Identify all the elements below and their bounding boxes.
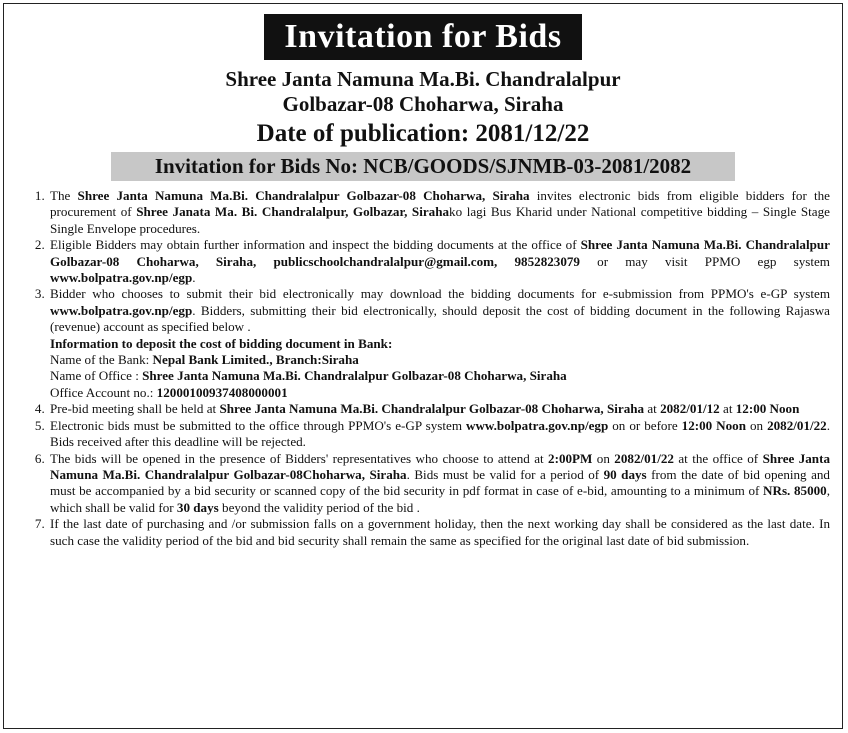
bid-clauses-list [4, 188, 842, 549]
account-number-value: 12000100937408000001 [156, 384, 288, 400]
bank-name-value: Nepal Bank Limited., Branch:Siraha [152, 352, 359, 368]
clause-4: 4. Pre-bid meeting shall be held at Shree Janta Namuna Ma.Bi. Chandralalpur Golbazar-08 Choharwa, Siraha at 2082/01/12 at 12:00 Noon [48, 401, 830, 417]
bid-number: Invitation for Bids No: NCB/GOODS/SJNMB-03-2081/2082 [111, 152, 735, 181]
clause-3: 3. Bidder who chooses to submit their bid electronically may download the bidding documents for e-submission from PPMO's e-GP system www.bolpatra.gov.np/egp. Bidders, submitting their bid electronically, should deposit the cost of bidding document in the following Rajaswa (revenue) account as specified below . Information to deposit the cost of bidding document in Bank: Name of the Bank: Nepal Bank Limited., Branch:Siraha Name of Office : Shree Janta Namuna Ma.Bi. Chandralalpur Golbazar-08 Choharwa, Siraha Office Account no.: 12000100937408000001 [48, 286, 830, 401]
publication-date: Date of publication: 2081/12/22 [256, 120, 590, 147]
account-number-label: Office Account no.: [50, 384, 157, 400]
notice-title: Invitation for Bids [264, 14, 581, 60]
clause-1: 1. The Shree Janta Namuna Ma.Bi. Chandralalpur Golbazar-08 Choharwa, Siraha invites electronic bids from eligible bidders for the procurement of Shree Janata Ma. Bi. Chandralalpur, Golbazar, Sirahako lagi Bus Kharid under National competitive bidding – Single Stage Single Envelope procedures. [48, 188, 830, 237]
organization-address: Golbazar-08 Choharwa, Siraha [282, 92, 564, 116]
clause-2: 2. Eligible Bidders may obtain further information and inspect the bidding documents at the office of Shree Janta Namuna Ma.Bi. Chandralalpur Golbazar-08 Choharwa, Siraha, publicschoolchandralalpur@gmail.com, 9852823079 or may visit PPMO egp system www.bolpatra.gov.np/egp. [48, 237, 830, 286]
office-name-value: Shree Janta Namuna Ma.Bi. Chandralalpur Golbazar-08 Choharwa, Siraha [142, 368, 567, 384]
bid-number-banner [4, 152, 842, 181]
organization-name: Shree Janta Namuna Ma.Bi. Chandralalpur [225, 67, 621, 91]
notice-frame [3, 3, 843, 729]
clause-5: 5. Electronic bids must be submitted to the office through PPMO's e-GP system www.bolpatra.gov.np/egp on or before 12:00 Noon on 2082/01/22. Bids received after this deadline will be rejected. [48, 418, 830, 451]
bank-info-heading: Information to deposit the cost of bidding document in Bank: [50, 335, 393, 351]
clause-7: 7. If the last date of purchasing and /or submission falls on a government holiday, then the next working day shall be considered as the last date. In such case the validity period of the bid and bid security shall remain the same as specified for the original last date of bid submission. [48, 516, 830, 549]
bank-name-label: Name of the Bank: [50, 352, 153, 368]
office-name-label: Name of Office : [50, 368, 143, 384]
clause-6: 6. The bids will be opened in the presence of Bidders' representatives who choose to attend at 2:00PM on 2082/01/22 at the office of Shree Janta Namuna Ma.Bi. Chandralalpur Golbazar-08Choharwa, Siraha. Bids must be valid for a period of 90 days from the date of bid opening and must be accompanied by a bid security or scanned copy of the bid security in pdf format in case of e-bid, amounting to a minimum of NRs. 85000, which shall be valid for 30 days beyond the validity period of the bid . [48, 451, 830, 517]
title-banner [4, 14, 842, 60]
